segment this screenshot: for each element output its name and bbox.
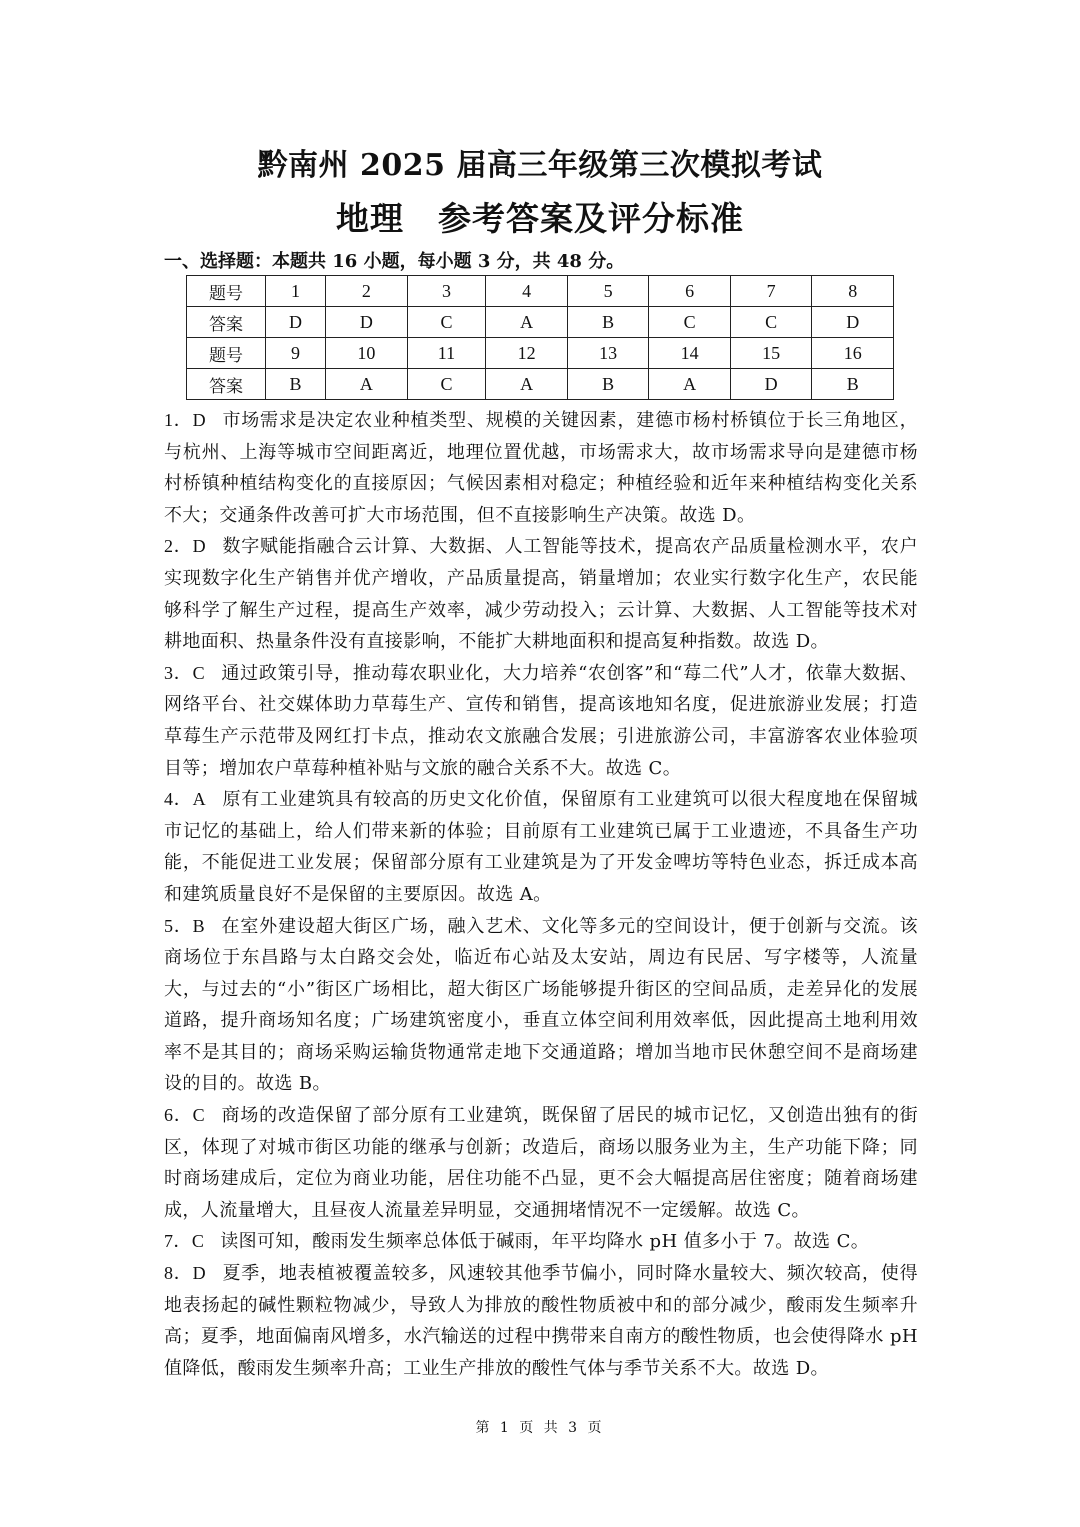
table-cell: B	[812, 369, 894, 400]
question-number: 6．	[164, 1105, 193, 1126]
table-row	[187, 369, 894, 400]
explanation-text: 原有工业建筑具有较高的历史文化价值，保留原有工业建筑可以很大程度地在保留城市记忆的基础上，给人们带来新的体验；目前原有工业建筑已属于工业遗迹，不具备生产功能，不能促进工业发展；保留部分原有工业建筑是为了开发金啤坊等特色业态，拆迁成本高和建筑质量良好不是保留的主要原因。故选 A。	[164, 789, 918, 905]
table-cell: 7	[730, 276, 812, 307]
answer-letter: D	[192, 536, 207, 557]
explanation-item	[164, 1258, 918, 1384]
answer-letter: C	[192, 1105, 206, 1126]
table-cell: C	[407, 369, 486, 400]
table-cell: 3	[407, 276, 486, 307]
answer-letter: D	[192, 410, 207, 430]
section-heading: 一、选择题：本题共 16 小题，每小题 3 分，共 48 分。	[164, 251, 625, 272]
row-header: 题号	[187, 338, 266, 369]
table-cell: 1	[266, 276, 326, 307]
explanation-text: 市场需求是决定农业种植类型、规模的关键因素，建德市杨村桥镇位于长三角地区，与杭州、上海等城市空间距离近，地理位置优越，市场需求大，故市场需求导向是建德市杨村桥镇种植结构变化的直接原因；气候因素相对稳定；种植经验和近年来种植结构变化关系不大；交通条件改善可扩大市场范围，但不直接影响生产决策。故选 D。	[164, 410, 918, 526]
table-cell: A	[486, 369, 568, 400]
table-cell: C	[730, 307, 812, 338]
table-cell: 10	[326, 338, 408, 369]
table-cell: 12	[486, 338, 568, 369]
explanation-item	[164, 911, 918, 1101]
answer-letter: A	[192, 789, 207, 810]
table-cell: 2	[326, 276, 408, 307]
table-cell: D	[266, 307, 326, 338]
question-number: 4．	[164, 789, 193, 810]
question-number: 2．	[164, 536, 193, 557]
question-number: 1．	[164, 410, 193, 430]
table-cell: A	[649, 369, 731, 400]
question-number: 5．	[164, 915, 193, 936]
explanation-item	[164, 784, 918, 910]
explanation-list	[164, 405, 918, 1384]
explanation-item	[164, 1100, 918, 1226]
table-row	[187, 338, 894, 369]
explanation-item	[164, 405, 918, 531]
document-subtitle: 地理 参考答案及评分标准	[336, 199, 744, 238]
table-cell: C	[407, 307, 486, 338]
table-cell: B	[266, 369, 326, 400]
table-cell: 8	[812, 276, 894, 307]
answer-letter: C	[192, 662, 205, 683]
table-cell: 9	[266, 338, 326, 369]
table-row	[187, 276, 894, 307]
explanation-text: 在室外建设超大街区广场，融入艺术、文化等多元的空间设计，便于创新与交流。该商场位于东昌路与太白路交会处，临近布心站及太安站，周边有民居、写字楼等，人流量大，与过去的“小”街区广场相比，超大街区广场能够提升街区的空间品质，走差异化的发展道路，提升商场知名度；广场建筑密度小，垂直立体空间利用效率低，因此提高土地利用效率不是其目的；商场采购运输货物通常走地下交通道路；增加当地市民休憩空间不是商场建设的目的。故选 B。	[164, 915, 918, 1095]
answer-letter: B	[192, 915, 206, 936]
row-header: 答案	[187, 307, 266, 338]
answer-letter: D	[192, 1263, 207, 1284]
answer-letter: C	[191, 1231, 205, 1252]
table-cell: B	[567, 307, 649, 338]
table-cell: 13	[567, 338, 649, 369]
question-number: 7．	[164, 1231, 192, 1252]
explanation-text: 读图可知，酸雨发生频率总体低于碱雨，年平均降水 pH 值多小于 7。故选 C。	[220, 1231, 870, 1253]
table-cell: A	[486, 307, 568, 338]
table-cell: 14	[649, 338, 731, 369]
table-cell: D	[730, 369, 812, 400]
explanation-text: 夏季，地表植被覆盖较多，风速较其他季节偏小，同时降水量较大、频次较高，使得地表扬起的碱性颗粒物减少，导致人为排放的酸性物质被中和的部分减少，酸雨发生频率升高；夏季，地面偏南风增多，水汽输送的过程中携带来自南方的酸性物质，也会使得降水 pH 值降低，酸雨发生频率升高；工业生产排放的酸性气体与季节关系不大。故选 D。	[164, 1263, 918, 1379]
table-cell: B	[567, 369, 649, 400]
row-header: 答案	[187, 369, 266, 400]
question-number: 8．	[164, 1263, 193, 1284]
table-cell: 4	[486, 276, 568, 307]
explanation-text: 商场的改造保留了部分原有工业建筑，既保留了居民的城市记忆，又创造出独有的街区，体现了对城市街区功能的继承与创新；改造后，商场以服务业为主，生产功能下降；同时商场建成后，定位为商业功能，居住功能不凸显，更不会大幅提高居住密度；随着商场建成，人流量增大，且昼夜人流量差异明显，交通拥堵情况不一定缓解。故选 C。	[164, 1105, 918, 1221]
table-cell: 11	[407, 338, 486, 369]
exam-title: 黔南州 2025 届高三年级第三次模拟考试	[257, 148, 823, 183]
table-row	[187, 307, 894, 338]
explanation-item	[164, 1226, 918, 1258]
table-cell: D	[812, 307, 894, 338]
row-header: 题号	[187, 276, 266, 307]
table-cell: C	[649, 307, 731, 338]
answer-table	[186, 275, 894, 400]
table-cell: 15	[730, 338, 812, 369]
explanation-text: 通过政策引导，推动莓农职业化，大力培养“农创客”和“莓二代”人才，依靠大数据、网络平台、社交媒体助力草莓生产、宣传和销售，提高该地知名度，促进旅游业发展；打造草莓生产示范带及网红打卡点，推动农文旅融合发展；引进旅游公司，丰富游客农业体验项目等；增加农户草莓种植补贴与文旅的融合关系不大。故选 C。	[164, 662, 918, 779]
table-cell: D	[326, 307, 408, 338]
question-number: 3．	[164, 662, 193, 683]
table-cell: 6	[649, 276, 731, 307]
page-footer: 第 1 页 共 3 页	[475, 1420, 605, 1436]
table-cell: A	[326, 369, 408, 400]
table-cell: 5	[567, 276, 649, 307]
explanation-text: 数字赋能指融合云计算、大数据、人工智能等技术，提高农产品质量检测水平，农户实现数字化生产销售并优产增收，产品质量提高，销量增加；农业实行数字化生产，农民能够科学了解生产过程，提高生产效率，减少劳动投入；云计算、大数据、人工智能等技术对耕地面积、热量条件没有直接影响，不能扩大耕地面积和提高复种指数。故选 D。	[164, 536, 918, 653]
explanation-item	[164, 658, 918, 784]
table-cell: 16	[812, 338, 894, 369]
explanation-item	[164, 531, 918, 657]
